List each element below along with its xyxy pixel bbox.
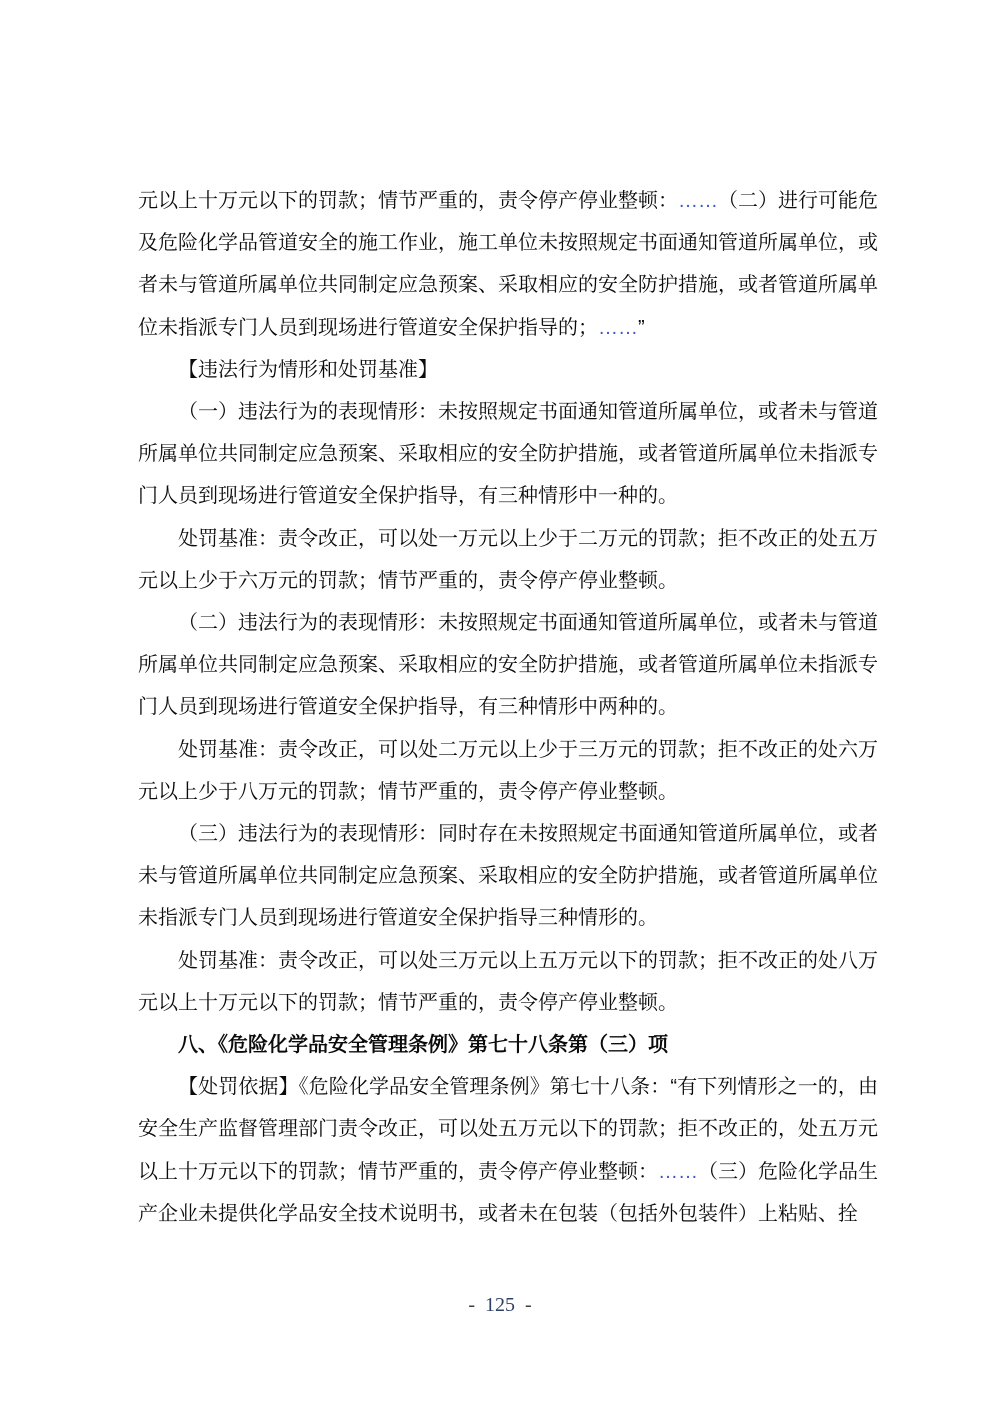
- text-run: 处罚基准：责令改正，可以处一万元以上少于二万元的罚款；拒不改正的处五万元以上少于六万元的罚款；情节严重的，责令停产停业整顿。: [138, 527, 878, 592]
- page-number: 125: [485, 1294, 515, 1316]
- ellipsis-marker: ……: [598, 316, 638, 339]
- text-run: （二）进行可能危及危险化学品管道安全的施工作业，施工单位未按照规定书面通知管道所属单位，或者未与管道所属单位共同制定应急预案、采取相应的安全防护措施，或者管道所属单位未指派专门人员到现场进行管道安全保护指导的；: [138, 190, 878, 339]
- text-run: 处罚基准：责令改正，可以处二万元以上少于三万元的罚款；拒不改正的处六万元以上少于八万元的罚款；情节严重的，责令停产停业整顿。: [138, 738, 878, 803]
- footer-left-dash: -: [468, 1294, 475, 1316]
- document-body: [138, 180, 878, 1235]
- paragraph: [138, 1066, 878, 1235]
- text-run: 【处罚依据】《危险化学品安全管理条例》第七十八条：“有下列情形之一的，由安全生产监督管理部门责令改正，可以处五万元以下的罚款；拒不改正的，处五万元以上十万元以下的罚款；情节严重的，责令停产停业整顿：: [138, 1076, 878, 1183]
- ellipsis-marker: ……: [678, 190, 718, 212]
- text-run: 【违法行为情形和处罚基准】: [178, 358, 438, 381]
- page-footer: [0, 1294, 1000, 1317]
- text-run: （一）违法行为的表现情形：未按照规定书面通知管道所属单位，或者未与管道所属单位共同制定应急预案、采取相应的安全防护措施，或者管道所属单位未指派专门人员到现场进行管道安全保护指导，有三种情形中一种的。: [138, 401, 878, 508]
- text-run: 八、《危险化学品安全管理条例》第七十八条第（三）项: [178, 1034, 668, 1057]
- text-run: （三）违法行为的表现情形：同时存在未按照规定书面通知管道所属单位，或者未与管道所属单位共同制定应急预案、采取相应的安全防护措施，或者管道所属单位未指派专门人员到现场进行管道安全保护指导三种情形的。: [138, 823, 878, 930]
- text-run: 处罚基准：责令改正，可以处三万元以上五万元以下的罚款；拒不改正的处八万元以上十万元以下的罚款；情节严重的，责令停产停业整顿。: [138, 949, 878, 1014]
- paragraph: [138, 518, 878, 602]
- text-run: （三）危险化学品生产企业未提供化学品安全技术说明书，或者未在包装（包括外包装件）上粘贴、拴: [138, 1160, 878, 1225]
- text-run: ”: [638, 316, 645, 339]
- text-run: 元以上十万元以下的罚款；情节严重的，责令停产停业整顿：: [138, 190, 678, 212]
- footer-right-dash: -: [525, 1294, 532, 1316]
- ellipsis-marker: ……: [658, 1160, 698, 1183]
- paragraph: [138, 813, 878, 940]
- paragraph: [138, 940, 878, 1024]
- section-heading: [138, 1024, 878, 1066]
- paragraph: [138, 602, 878, 729]
- paragraph: [138, 391, 878, 518]
- paragraph: [138, 349, 878, 391]
- paragraph: [138, 180, 878, 349]
- paragraph: [138, 729, 878, 813]
- text-run: （二）违法行为的表现情形：未按照规定书面通知管道所属单位，或者未与管道所属单位共同制定应急预案、采取相应的安全防护措施，或者管道所属单位未指派专门人员到现场进行管道安全保护指导，有三种情形中两种的。: [138, 612, 878, 719]
